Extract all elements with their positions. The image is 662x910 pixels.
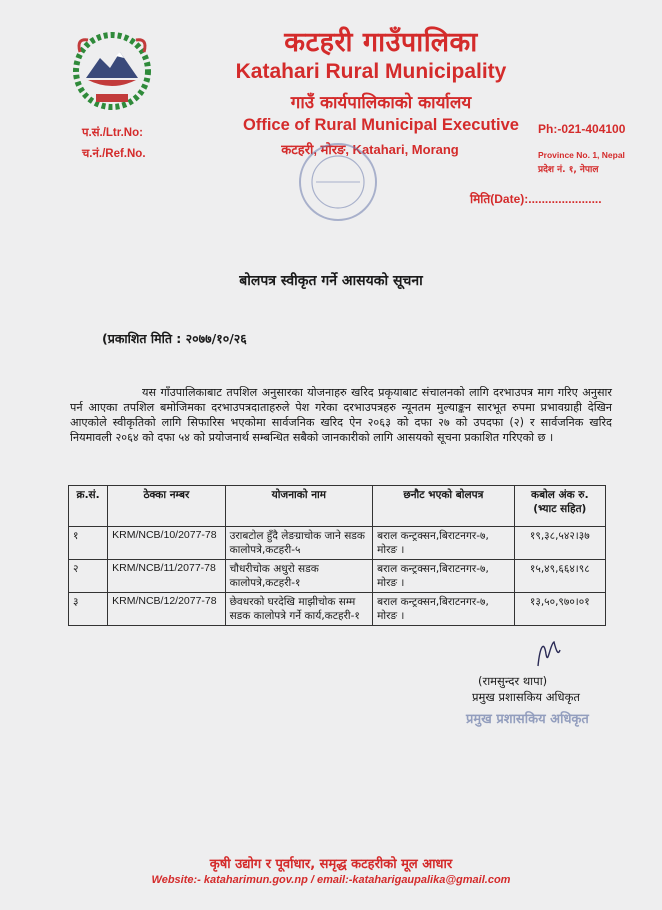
cell-project-name: उराबटोल हुँदै लेङग्राचोक जाने सडक कालोपत्रे,कटहरी-५ xyxy=(225,527,373,560)
cell-contract-number: KRM/NCB/12/2077-78 xyxy=(108,593,225,626)
nepal-emblem-icon xyxy=(66,28,158,114)
header-contract-number: ठेक्का नम्बर xyxy=(108,486,225,527)
signer-name: (रामसुन्दर थापा) xyxy=(478,674,548,688)
cell-bid-amount: १३,५०,९७०।०१ xyxy=(514,593,605,626)
reference-number-label: च.नं./Ref.No. xyxy=(82,148,146,160)
table-row xyxy=(69,560,606,593)
province-np: प्रदेश नं. १, नेपाल xyxy=(538,165,599,175)
cell-serial: ३ xyxy=(69,593,108,626)
cell-selected-bid: बराल कन्ट्रक्सन,बिराटनगर-७, मोरङ । xyxy=(373,527,515,560)
office-name-en: Office of Rural Municipal Executive xyxy=(243,116,519,134)
cell-selected-bid: बराल कन्ट्रक्सन,बिराटनगर-७, मोरङ । xyxy=(373,560,515,593)
municipality-name-en: Katahari Rural Municipality xyxy=(235,60,507,83)
header-project-name: योजनाको नाम xyxy=(225,486,373,527)
phone-number: Ph:-021-404100 xyxy=(538,122,626,136)
cell-selected-bid: बराल कन्ट्रक्सन,बिराटनगर-७, मोरङ । xyxy=(373,593,515,626)
cell-contract-number: KRM/NCB/11/2077-78 xyxy=(108,560,225,593)
municipality-name-np: कटहरी गाउँपालिका xyxy=(284,27,478,58)
table-row xyxy=(69,527,606,560)
province-en: Province No. 1, Nepal xyxy=(538,150,625,160)
contracts-table xyxy=(68,485,606,626)
designation-stamp: प्रमुख प्रशासकिय अधिकृत xyxy=(466,712,589,727)
office-round-stamp-icon xyxy=(296,140,380,224)
notice-body: यस गाँउपालिकाबाट तपशिल अनुसारका योजनाहरु खरिद प्रकृयाबाट संचालनको लागि दरभाउपत्र माग गरिए अनुसार पर्न आएका तपशिल बमोजिमका दरभाउपत्रदाताहरुले पेश गरेका दरभाउपत्रहरु न्यूनतम मुल्याङ्कन सारभूत रुपमा प्रभावग्राही देखिन आएकोले स्वीकृतिको लागि सिफारिस भएकोमा सार्वजनिक खरिद ऐन २०६३ को दफा २७ को उपदफा (२) र सार्वजनिक खरिद नियमावली २०६४ को दफा ५४ को प्रयोजनार्थ सम्बन्धित सबैको जानकारीको लागि आसयको सूचना प्रकाशित गरिएको छ । xyxy=(70,386,612,444)
header-serial: क्र.सं. xyxy=(69,486,108,527)
cell-project-name: चौधरीचोक अधुरो सडक कालोपत्रे,कटहरी-१ xyxy=(225,560,373,593)
cell-serial: १ xyxy=(69,527,108,560)
cell-project-name: छेवधरको घरदेखि माझीचोक सम्म सडक कालोपत्रे गर्ने कार्य,कटहरी-१ xyxy=(225,593,373,626)
cell-serial: २ xyxy=(69,560,108,593)
cell-contract-number: KRM/NCB/10/2077-78 xyxy=(108,527,225,560)
office-name-np: गाउँ कार्यपालिकाको कार्यालय xyxy=(290,93,472,113)
published-date: (प्रकाशित मिति : २०७७/१०/२६ xyxy=(102,331,247,346)
footer-slogan: कृषी उद्योग र पूर्वाधार, समृद्ध कटहरीको मूल आधार xyxy=(209,857,453,872)
letter-number-label: प.सं./Ltr.No: xyxy=(82,127,143,139)
date-field: मिति(Date):...................... xyxy=(470,192,602,206)
notice-title: बोलपत्र स्वीकृत गर्ने आसयको सूचना xyxy=(239,273,423,289)
signature-icon xyxy=(532,636,562,672)
footer-website-email: Website:- kataharimun.gov.np / email:-kataharigaupalika@gmail.com xyxy=(151,874,511,886)
office-address: कटहरी, मोरङ, Katahari, Morang xyxy=(281,142,459,157)
table-row xyxy=(69,593,606,626)
signer-title: प्रमुख प्रशासकिय अधिकृत xyxy=(472,690,580,704)
cell-bid-amount: १५,४९,६६४।९८ xyxy=(514,560,605,593)
cell-bid-amount: १९,३८,५४२।३७ xyxy=(514,527,605,560)
table-header-row xyxy=(69,486,606,527)
header-bid-amount: कबोल अंक रु. (भ्याट सहित) xyxy=(514,486,605,527)
header-selected-bid: छनौट भएको बोलपत्र xyxy=(373,486,515,527)
